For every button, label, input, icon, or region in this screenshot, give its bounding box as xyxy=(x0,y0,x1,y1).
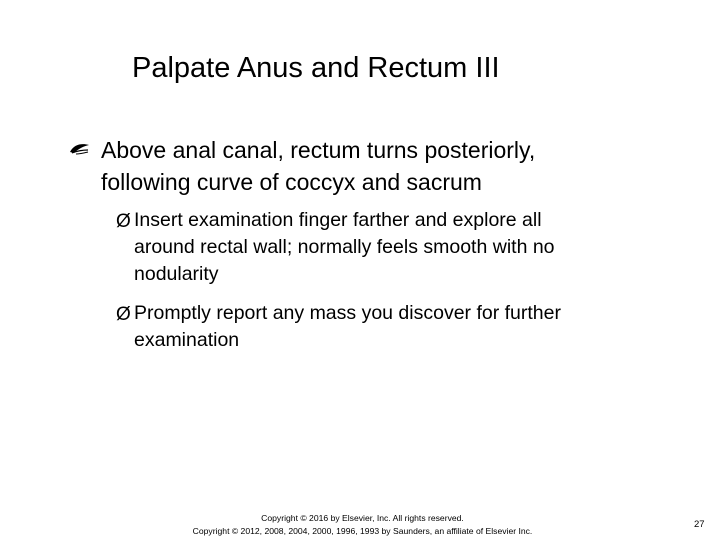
bullet-item xyxy=(68,134,668,198)
arrow-bullet-icon: Ø xyxy=(116,304,131,325)
slide-number: 27 xyxy=(694,519,705,530)
sub-bullet-item xyxy=(116,207,676,288)
sub-bullet-text xyxy=(134,300,674,354)
slide-title: Palpate Anus and Rectum III xyxy=(132,52,500,84)
footer-copyright xyxy=(150,512,575,538)
bullet-line: Above anal canal, rectum turns posteriorly, xyxy=(101,137,536,163)
sub-bullet-line: around rectal wall; normally feels smooth with no xyxy=(134,236,555,258)
sub-bullet-item xyxy=(116,300,676,354)
copyright-line: Copyright © 2016 by Elsevier, Inc. All rights reserved. xyxy=(261,513,464,523)
arrow-bullet-icon: Ø xyxy=(116,211,131,232)
leaf-bullet-icon xyxy=(68,142,92,156)
sub-bullet-line: Promptly report any mass you discover for further xyxy=(134,302,561,324)
bullet-line: following curve of coccyx and sacrum xyxy=(101,169,482,195)
sub-bullet-text xyxy=(134,207,674,288)
sub-bullet-line: nodularity xyxy=(134,263,219,285)
sub-bullet-line: Insert examination finger farther and explore all xyxy=(134,209,542,231)
copyright-line: Copyright © 2012, 2008, 2004, 2000, 1996, 1993 by Saunders, an affiliate of Elsevier Inc. xyxy=(192,526,533,536)
bullet-text xyxy=(101,134,668,198)
sub-bullet-line: examination xyxy=(134,329,240,351)
